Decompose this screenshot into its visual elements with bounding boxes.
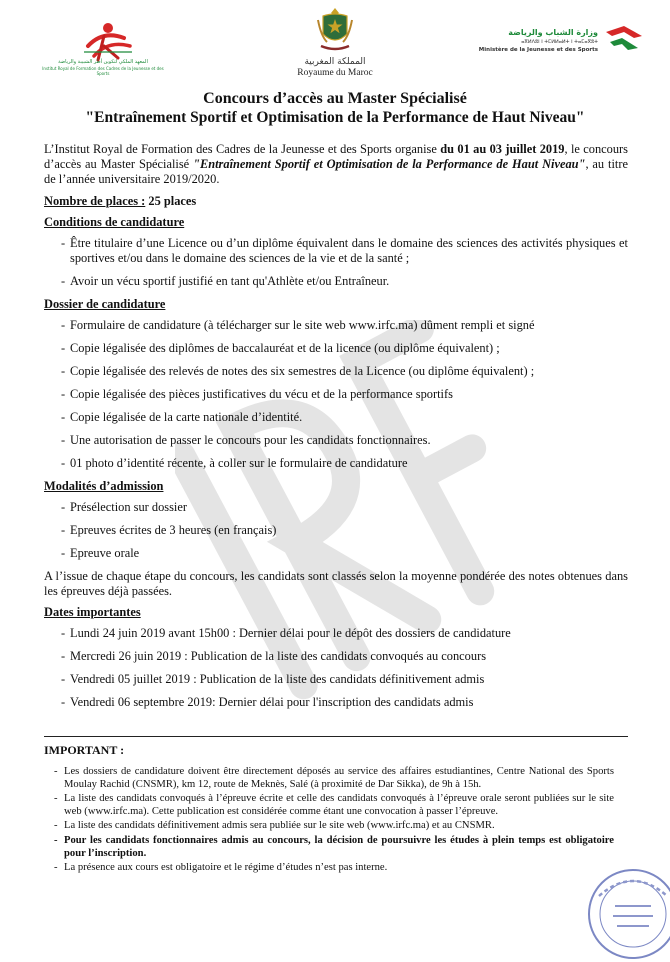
royaume-french: Royaume du Maroc bbox=[297, 68, 373, 78]
list-item: - Pour les candidats fonctionnaires admis au concours, la décision de poursuivre les études à plein temps est obligatoire pour l’inscription. bbox=[54, 835, 614, 860]
dates-heading: Dates importantes bbox=[44, 605, 141, 619]
list-item: - La liste des candidats définitivement admis sera publiée sur le site web (www.irfc.ma) et au CNSMR. bbox=[54, 820, 614, 833]
royal-coat-of-arms-icon bbox=[315, 6, 355, 52]
list-item: - La liste des candidats convoqués à l’épreuve écrite et celle des candidats convoqués à l’épreuve orale seront publiées sur le site web (www.irfc.ma). Cette publication est considérée comme étant une convocation à passer l’épreuve. bbox=[54, 793, 614, 818]
list-item: - Epreuves écrites de 3 heures (en français) bbox=[44, 523, 628, 538]
modalites-note: A l’issue de chaque étape du concours, les candidats sont classés selon la moyenne pondérée des notes obtenues dans les épreuves déjà passées. bbox=[44, 569, 628, 598]
modalites-list bbox=[44, 500, 628, 561]
places-line bbox=[44, 194, 628, 209]
intro-dates: du 01 au 03 juillet 2019 bbox=[440, 142, 565, 156]
important-notes bbox=[54, 766, 614, 877]
list-item: - Être titulaire d’une Licence ou d’un diplôme équivalent dans le domaine des sciences des activités physiques et sportives et/ou dans le domaine des sciences de la vie et de la santé ; bbox=[44, 236, 628, 266]
list-item: - 01 photo d’identité récente, à coller sur le formulaire de candidature bbox=[44, 456, 628, 471]
list-item: - La présence aux cours est obligatoire et le régime d’études n’est pas interne. bbox=[54, 862, 614, 875]
list-item: - Epreuve orale bbox=[44, 546, 628, 561]
title-line-2: "Entraînement Sportif et Optimisation de la Performance de Haut Niveau" bbox=[85, 109, 585, 126]
places-label: Nombre de places : bbox=[44, 194, 146, 208]
list-item: - Lundi 24 juin 2019 avant 15h00 : Dernier délai pour le dépôt des dossiers de candidature bbox=[44, 626, 628, 641]
intro-part-3: , au titre de l’année universitaire 2019/2020. bbox=[44, 157, 628, 186]
ministry-tifinagh: ⴰⴳⵍⴷⵓⵏ ⵏ ⵜⵎⵍⵍⴰⵍⵜ ⵏ ⵜⴰⵎⴰⴳⵓⵜ bbox=[521, 39, 598, 45]
section-divider bbox=[44, 736, 628, 737]
list-item: - Les dossiers de candidature doivent être directement déposés au service des affaires estudiantines, Centre National des Sports Moulay Rachid (CNSMR), km 12, route de Meknès, Salé (à proximité de Dar Sikka), de 9h à 15h. bbox=[54, 766, 614, 791]
list-item: - Une autorisation de passer le concours pour les candidats fonctionnaires. bbox=[44, 433, 628, 448]
royaume-arabic: المملكة المغربية bbox=[304, 57, 366, 67]
document-title bbox=[40, 89, 630, 127]
irfc-arabic-name: المعهد الملكي لتكوين أطر الشبيبة والرياضة bbox=[58, 59, 148, 65]
list-item: - Avoir un vécu sportif justifié en tant qu'Athlète et/ou Entraîneur. bbox=[44, 274, 628, 289]
list-item: - Copie légalisée des pièces justificatives du vécu et de la performance sportifs bbox=[44, 387, 628, 402]
irfc-logo-icon bbox=[38, 16, 168, 78]
irfc-french-name: Institut Royal de Formation des Cadres de la Jeunesse et des Sports bbox=[42, 66, 164, 76]
ministry-arabic: وزارة الشباب والرياضة bbox=[508, 28, 598, 37]
list-item: - Copie légalisée des relevés de notes des six semestres de la Licence (ou diplôme équivalent) ; bbox=[44, 364, 628, 379]
intro-part-1: L’Institut Royal de Formation des Cadres de la Jeunesse et des Sports organise bbox=[44, 142, 441, 156]
list-item: - Vendredi 06 septembre 2019: Dernier délai pour l'inscription des candidats admis bbox=[44, 695, 628, 710]
intro-part-2: , le concours d’accès au Master Spécialisé bbox=[44, 142, 628, 171]
ministry-french: Ministère de la Jeunesse et des Sports bbox=[478, 47, 598, 53]
ministry-logo bbox=[470, 22, 650, 62]
list-item: - Copie légalisée des diplômes de baccalauréat et de la licence (ou diplôme équivalent) ; bbox=[44, 341, 628, 356]
official-stamp-icon bbox=[585, 866, 670, 962]
list-item: - Vendredi 05 juillet 2019 : Publication de la liste des candidats définitivement admis bbox=[44, 672, 628, 687]
ministry-logo-icon bbox=[604, 22, 644, 58]
list-item: - Présélection sur dossier bbox=[44, 500, 628, 515]
dossier-list bbox=[44, 318, 628, 471]
conditions-heading: Conditions de candidature bbox=[44, 215, 185, 229]
modalites-heading: Modalités d’admission bbox=[44, 479, 164, 493]
list-item: - Copie légalisée de la carte nationale d’identité. bbox=[44, 410, 628, 425]
list-item: - Formulaire de candidature (à télécharger sur le site web www.irfc.ma) dûment rempli et signé bbox=[44, 318, 628, 333]
dossier-heading: Dossier de candidature bbox=[44, 297, 166, 311]
main-content bbox=[44, 142, 628, 718]
places-value: 25 places bbox=[145, 194, 197, 208]
intro-paragraph bbox=[44, 142, 628, 187]
title-line-1: Concours d’accès au Master Spécialisé bbox=[203, 90, 467, 107]
list-item: - Mercredi 26 juin 2019 : Publication de la liste des candidats convoqués au concours bbox=[44, 649, 628, 664]
dates-list bbox=[44, 626, 628, 710]
royal-header bbox=[280, 6, 390, 82]
important-heading: IMPORTANT : bbox=[44, 743, 125, 757]
intro-master-name: "Entraînement Sportif et Optimisation de la Performance de Haut Niveau" bbox=[193, 157, 586, 171]
conditions-list bbox=[44, 236, 628, 289]
